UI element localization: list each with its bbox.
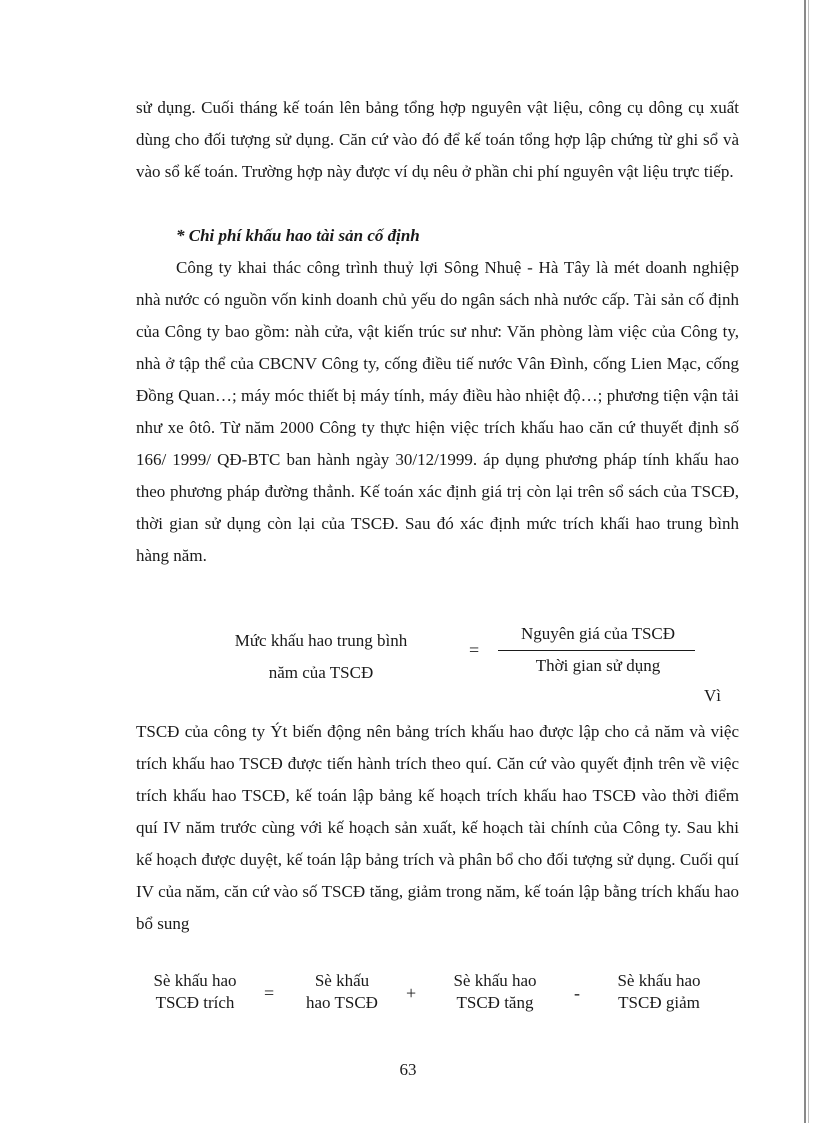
formula2-op-plus: + bbox=[406, 983, 417, 1003]
paragraph-intro: sử dụng. Cuối tháng kế toán lên bảng tổng hợp nguyên vật liệu, công cụ dông cụ xuất dùng cho đối tượng sử dụng. Căn cứ vào đó để kế toán tổng hợp lập chứng từ ghi sổ và vào sổ kế toán. Trường hợp này được ví dụ nêu ở phần chi phí nguyên vật liệu trực tiếp. bbox=[136, 98, 739, 181]
formula2-term-increase-line1: Sè khấu hao bbox=[453, 971, 537, 990]
formula2-term-decrease-line1: Sè khấu hao bbox=[617, 971, 701, 990]
formula2-term-decrease bbox=[604, 970, 714, 1014]
formula1-fraction-bar bbox=[498, 650, 695, 651]
formula1-equals: = bbox=[469, 640, 480, 660]
formula2-term-base-line1: Sè khấu bbox=[314, 971, 370, 990]
paragraph-company: Công ty khai thác công trình thuỷ lợi Sông Nhuệ - Hà Tây là mét doanh nghiệp nhà nước có nguồn vốn kinh doanh chủ yếu do ngân sách nhà nước cấp. Tài sản cố định của Công ty bao gồm: nàh cửa, vật kiến trúc sư như: Văn phòng làm việc của Công ty, nhà ở tập thể của CBCNV Công ty, cống điều tiế nước Vân Đình, cống Lien Mạc, cống Đồng Quan…; máy móc thiết bị máy tính, máy điều hào nhiệt độ…; phương tiện vận tải như xe ôtô. Từ năm 2000 Công ty thực hiện việc trích khấu hao căn cứ thuyết định số 166/ 1999/ QĐ-BTC ban hành ngày 30/12/1999. áp dụng phương pháp tính khấu hao theo phương pháp đường thẳnh. Kế toán xác định giá trị còn lại trên sổ sách của TSCĐ, thời gian sử dụng còn lại của TSCĐ. Sau đó xác định mức trích khấi hao trung bình hàng năm. bbox=[136, 258, 739, 565]
formula1-denominator: Thời gian sử dụng bbox=[535, 656, 661, 675]
formula2-term-base-line2: hao TSCĐ bbox=[306, 993, 378, 1012]
formula2-term-increase-line2: TSCĐ tăng bbox=[456, 993, 534, 1012]
formula1-numerator: Nguyên giá của TSCĐ bbox=[520, 624, 676, 643]
formula2-term-decrease-line2: TSCĐ giảm bbox=[618, 993, 700, 1012]
formula2-term-total bbox=[140, 970, 250, 1014]
formula1-trailing-word: Vì bbox=[704, 686, 721, 705]
page-border-right bbox=[804, 0, 806, 1123]
page-border-right-inner bbox=[808, 0, 809, 1123]
formula2-term-total-line2: TSCĐ trích bbox=[155, 993, 235, 1012]
section-heading: * Chi phí khấu hao tài sản cố định bbox=[176, 226, 420, 245]
formula2-op-equals: = bbox=[264, 983, 275, 1003]
formula1-lhs-line2: năm của TSCĐ bbox=[268, 663, 374, 682]
formula2-term-total-line1: Sè khấu hao bbox=[153, 971, 237, 990]
formula2-op-minus: - bbox=[574, 983, 580, 1003]
formula2-term-increase bbox=[440, 970, 550, 1014]
formula1-lhs-line1: Mức khấu hao trung bình bbox=[234, 631, 408, 650]
formula1-lhs bbox=[196, 625, 446, 689]
page-number: 63 bbox=[399, 1060, 417, 1079]
formula2-term-base bbox=[292, 970, 392, 1014]
paragraph-depreciation: TSCĐ của công ty Ýt biến động nên bảng trích khấu hao được lập cho cả năm và việc trích khấu hao TSCĐ được tiến hành trích theo quí. Căn cứ vào quyết định trên về việc trích khấu hao TSCĐ, kế toán lập bảng kế hoạch trích khấu hao TSCĐ vào thời điểm quí IV năm trước cùng với kế hoạch sản xuất, kế hoạch tài chính của Công ty. Sau khi kế hoạch được duyệt, kế toán lập bảng trích và phân bổ cho đối tượng sử dụng. Cuối quí IV của năm, căn cứ vào số TSCĐ tăng, giảm trong năm, kế toán lập bằng trích khấu hao bổ sung bbox=[136, 722, 739, 933]
